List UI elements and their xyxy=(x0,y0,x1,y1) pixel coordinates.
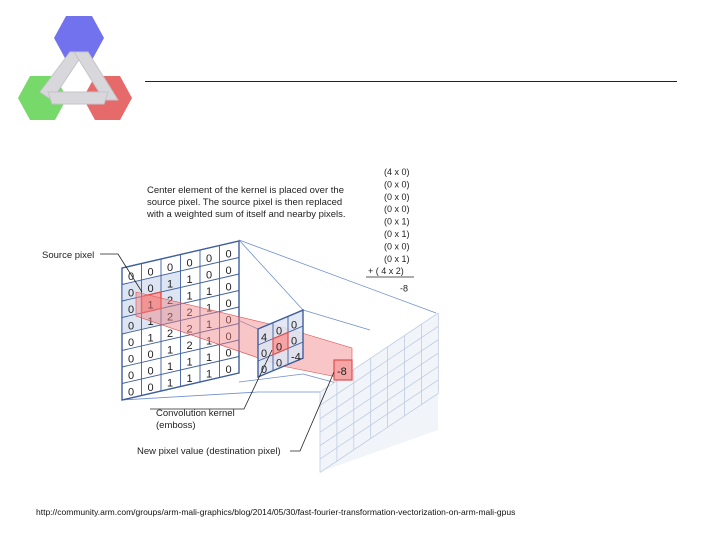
destination-grid xyxy=(320,313,438,473)
kernel-sublabel: (emboss) xyxy=(156,420,196,431)
source-cell-value: 1 xyxy=(147,316,154,328)
source-cell-value: 1 xyxy=(206,368,213,381)
calc-line: (0 x 1) xyxy=(384,253,410,264)
source-cell-value: 0 xyxy=(225,248,232,261)
calc-line: + ( 4 x 2) xyxy=(368,266,404,277)
source-cell-value: 1 xyxy=(147,299,154,312)
source-cell-value: 1 xyxy=(186,290,193,303)
source-cell-value: 1 xyxy=(206,286,213,298)
source-cell-value: 0 xyxy=(147,283,154,295)
kernel-cell-value: 0 xyxy=(276,341,283,354)
source-cell-value: 0 xyxy=(147,365,154,378)
source-cell-value: 0 xyxy=(128,337,135,349)
source-url: http://community.arm.com/groups/arm-mali-graphics/blog/2014/05/30/fast-fourier-transformation-vectorization-on-arm-mali-gpus xyxy=(36,507,516,517)
source-cell-value: 2 xyxy=(186,307,193,319)
source-cell-value: 2 xyxy=(186,340,193,352)
calc-line: (0 x 0) xyxy=(384,241,410,252)
source-cell-value: 2 xyxy=(167,311,174,324)
kernel-caption-line-2: source pixel. The source pixel is then replaced xyxy=(147,197,343,208)
source-cell-value: 0 xyxy=(206,253,213,265)
calc-line: (4 x 0) xyxy=(384,167,410,177)
source-cell-value: 0 xyxy=(225,331,232,343)
source-cell-value: 1 xyxy=(167,377,174,390)
kernel-cell-value: 0 xyxy=(276,325,283,338)
source-cell-value: 1 xyxy=(206,302,213,315)
source-cell-value: 1 xyxy=(206,319,213,331)
source-cell-value: 0 xyxy=(225,364,232,376)
kernel-cell-value: 0 xyxy=(261,364,268,376)
source-cell-value: 0 xyxy=(128,304,135,316)
source-cell-value: 0 xyxy=(206,269,213,282)
kernel-cell-value: 0 xyxy=(291,319,298,332)
source-cell-value: 0 xyxy=(225,298,232,310)
source-cell-value: 0 xyxy=(147,266,154,279)
kernel-cell-value: 0 xyxy=(261,348,268,360)
source-cell-value: 0 xyxy=(167,262,174,274)
source-cell-value: 0 xyxy=(128,386,135,399)
calc-line: (0 x 0) xyxy=(384,179,410,190)
kernel-caption-line-1: Center element of the kernel is placed over the xyxy=(147,185,344,196)
calc-line: (0 x 1) xyxy=(384,216,410,227)
source-cell-value: 0 xyxy=(128,287,135,300)
kernel-cell-value: 4 xyxy=(261,332,268,344)
source-cell-value: 2 xyxy=(167,295,174,307)
calc-line: -8 xyxy=(400,283,409,294)
source-cell-value: 0 xyxy=(225,314,232,327)
source-cell-value: 0 xyxy=(147,382,154,394)
source-pixel-label: Source pixel xyxy=(42,250,95,261)
source-cell-value: 0 xyxy=(128,370,135,382)
source-cell-value: 0 xyxy=(186,257,193,270)
source-cell-value: 1 xyxy=(167,361,174,373)
source-cell-value: 1 xyxy=(167,278,174,291)
source-cell-value: 0 xyxy=(128,353,135,366)
kernel-caption-line-3: with a weighted sum of itself and nearby pixels. xyxy=(147,209,346,220)
source-cell-value: 1 xyxy=(186,274,193,286)
calc-line: (0 x 0) xyxy=(384,204,410,215)
source-cell-value: 1 xyxy=(167,344,174,357)
kernel-label: Convolution kernel xyxy=(156,408,235,419)
source-cell-value: 2 xyxy=(167,328,174,340)
source-cell-value: 2 xyxy=(186,323,193,336)
source-cell-value: 0 xyxy=(147,349,154,361)
kernel-cell-value: -4 xyxy=(291,351,301,364)
result-value: -8 xyxy=(337,366,347,378)
source-cell-value: 1 xyxy=(206,352,213,364)
source-cell-value: 1 xyxy=(186,373,193,385)
new-pixel-label: New pixel value (destination pixel) xyxy=(137,446,281,457)
calculation-column xyxy=(366,167,414,294)
source-cell-value: 0 xyxy=(225,265,232,277)
kernel-cell-value: 0 xyxy=(291,335,298,348)
calc-line: (0 x 0) xyxy=(384,191,410,202)
source-cell-value: 1 xyxy=(206,335,213,348)
source-cell-value: 0 xyxy=(128,271,135,283)
source-cell-value: 1 xyxy=(186,356,193,369)
source-cell-value: 0 xyxy=(225,347,232,360)
kernel-cell-value: 0 xyxy=(276,357,283,370)
source-cell-value: 0 xyxy=(225,281,232,294)
source-cell-value: 1 xyxy=(147,332,154,345)
calc-line: (0 x 1) xyxy=(384,229,410,239)
source-cell-value: 0 xyxy=(128,320,135,333)
